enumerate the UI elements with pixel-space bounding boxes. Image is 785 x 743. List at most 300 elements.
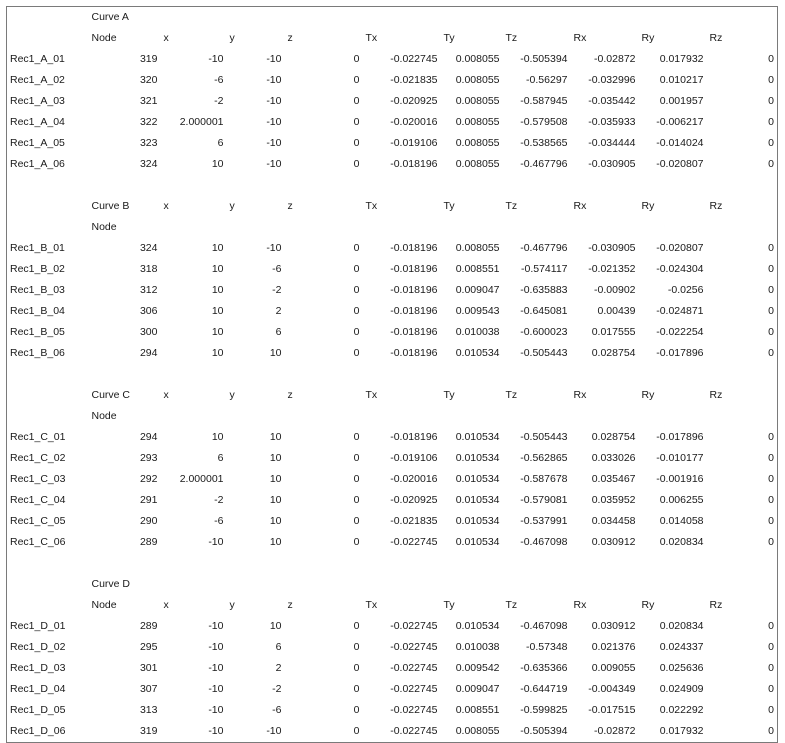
cell-y[interactable]: 10	[269, 452, 282, 464]
column-header-y[interactable]	[227, 217, 285, 238]
cell-tz[interactable]: -0.645081	[520, 305, 568, 317]
curve-title[interactable]: Curve D	[91, 578, 131, 590]
cell-ry[interactable]: 0.006255	[659, 494, 704, 506]
row-label[interactable]: Rec1_D_02	[10, 641, 66, 653]
cell-ry[interactable]: -0.024304	[656, 263, 704, 275]
column-header-ry[interactable]	[639, 7, 707, 29]
cell-y[interactable]: -2	[272, 284, 282, 296]
cell-ry[interactable]: 0.022292	[659, 704, 704, 716]
row-label[interactable]: Rec1_A_03	[10, 95, 65, 107]
cell-tx[interactable]: -0.018196	[390, 305, 438, 317]
column-header-tz[interactable]: Tz	[505, 599, 518, 611]
cell-ty[interactable]: 0.010534	[455, 431, 500, 443]
column-header-y[interactable]: y	[229, 599, 235, 611]
cell-rx[interactable]: 0.028754	[591, 431, 636, 443]
cell-tz[interactable]: -0.56297	[526, 74, 568, 86]
table-row[interactable]	[7, 490, 778, 511]
cell-rz[interactable]: 0	[768, 347, 774, 359]
cell-rx[interactable]: -0.02872	[594, 53, 636, 65]
cell-tz[interactable]: -0.505394	[520, 725, 568, 737]
cell-ty[interactable]: 0.008551	[455, 263, 500, 275]
cell-tz[interactable]: -0.505394	[520, 53, 568, 65]
cell-y[interactable]: -10	[266, 137, 282, 149]
row-label-cell[interactable]	[7, 406, 89, 427]
cell-rz[interactable]: 0	[768, 326, 774, 338]
cell-rz[interactable]: 0	[768, 683, 774, 695]
column-header-tx[interactable]: Tx	[365, 32, 378, 44]
column-header-node[interactable]: Node	[91, 410, 117, 422]
cell-x[interactable]: 10	[211, 263, 224, 275]
cell-ry[interactable]: 0.010217	[659, 74, 704, 86]
row-label-cell[interactable]	[7, 217, 89, 238]
cell-x[interactable]: 10	[211, 431, 224, 443]
row-label[interactable]: Rec1_C_05	[10, 515, 66, 527]
cell-tx[interactable]: -0.018196	[390, 263, 438, 275]
cell-tx[interactable]: -0.022745	[390, 641, 438, 653]
column-header-z[interactable]: z	[287, 389, 293, 401]
table-row[interactable]	[7, 679, 778, 700]
cell-node[interactable]: 318	[139, 263, 158, 275]
cell-x[interactable]: 2.000001	[179, 473, 224, 485]
spacer-cell[interactable]	[639, 553, 707, 574]
cell-z[interactable]: 0	[353, 326, 360, 338]
cell-node[interactable]: 294	[139, 431, 158, 443]
column-header-node[interactable]: Node	[91, 32, 117, 44]
row-label[interactable]: Rec1_C_03	[10, 473, 66, 485]
column-header-ty[interactable]: Ty	[443, 389, 455, 401]
curve-title[interactable]: Curve C	[91, 389, 131, 401]
cell-y[interactable]: -10	[266, 74, 282, 86]
row-label[interactable]: Rec1_C_04	[10, 494, 66, 506]
spacer-cell[interactable]	[571, 175, 639, 196]
column-header-tz[interactable]: Tz	[505, 32, 518, 44]
spacer-cell[interactable]	[285, 553, 363, 574]
cell-tz[interactable]: -0.635366	[520, 662, 568, 674]
cell-z[interactable]: 0	[353, 347, 360, 359]
column-header-x[interactable]	[161, 406, 227, 427]
cell-tz[interactable]: -0.505443	[520, 431, 568, 443]
cell-z[interactable]: 0	[353, 515, 360, 527]
column-header-z[interactable]	[285, 7, 363, 29]
cell-node[interactable]: 289	[139, 536, 158, 548]
row-label-cell[interactable]	[7, 574, 89, 595]
row-label[interactable]: Rec1_B_02	[10, 263, 65, 275]
spacer-cell[interactable]	[503, 364, 571, 385]
column-header-tx[interactable]	[363, 406, 441, 427]
cell-rx[interactable]: -0.032996	[588, 74, 636, 86]
column-header-ty[interactable]	[441, 217, 503, 238]
column-header-ty[interactable]: Ty	[443, 200, 455, 212]
column-header-z[interactable]	[285, 406, 363, 427]
spacer-cell[interactable]	[363, 175, 441, 196]
cell-tx[interactable]: -0.019106	[390, 452, 438, 464]
cell-rz[interactable]: 0	[768, 431, 774, 443]
cell-ty[interactable]: 0.009542	[455, 662, 500, 674]
cell-rz[interactable]: 0	[768, 53, 774, 65]
cell-z[interactable]: 0	[353, 116, 360, 128]
column-header-rx[interactable]	[571, 217, 639, 238]
row-label-cell[interactable]	[7, 196, 89, 217]
column-header-tx[interactable]: Tx	[365, 200, 378, 212]
column-header-z[interactable]	[285, 217, 363, 238]
spacer-cell[interactable]	[571, 364, 639, 385]
cell-node[interactable]: 322	[139, 116, 158, 128]
cell-tx[interactable]: -0.022745	[390, 620, 438, 632]
cell-x[interactable]: -10	[208, 620, 224, 632]
column-header-x[interactable]	[161, 7, 227, 29]
column-header-tz[interactable]	[503, 574, 571, 595]
cell-y[interactable]: 10	[269, 347, 282, 359]
cell-x[interactable]: -10	[208, 536, 224, 548]
column-header-y[interactable]: y	[229, 32, 235, 44]
table-row[interactable]	[7, 616, 778, 637]
row-label[interactable]: Rec1_B_01	[10, 242, 65, 254]
cell-rx[interactable]: 0.028754	[591, 347, 636, 359]
cell-rz[interactable]: 0	[768, 116, 774, 128]
cell-node[interactable]: 324	[139, 158, 158, 170]
cell-tz[interactable]: -0.574117	[520, 263, 568, 275]
cell-y[interactable]: 2	[275, 662, 282, 674]
column-header-tz[interactable]	[503, 7, 571, 29]
cell-ty[interactable]: 0.009543	[455, 305, 500, 317]
cell-x[interactable]: 2.000001	[179, 116, 224, 128]
cell-z[interactable]: 0	[353, 536, 360, 548]
row-label[interactable]: Rec1_B_05	[10, 326, 65, 338]
column-header-tx[interactable]	[363, 217, 441, 238]
spacer-cell[interactable]	[441, 175, 503, 196]
cell-rz[interactable]: 0	[768, 662, 774, 674]
cell-ty[interactable]: 0.010038	[455, 641, 500, 653]
cell-ty[interactable]: 0.010534	[455, 452, 500, 464]
cell-x[interactable]: 10	[211, 242, 224, 254]
row-label[interactable]: Rec1_D_06	[10, 725, 66, 737]
cell-z[interactable]: 0	[353, 158, 360, 170]
row-label[interactable]: Rec1_C_02	[10, 452, 66, 464]
cell-z[interactable]: 0	[353, 431, 360, 443]
spacer-cell[interactable]	[7, 364, 89, 385]
cell-node[interactable]: 301	[139, 662, 158, 674]
row-label-cell[interactable]	[7, 385, 89, 406]
column-header-rz[interactable]	[707, 7, 778, 29]
column-header-z[interactable]: z	[287, 200, 293, 212]
cell-rx[interactable]: -0.030905	[588, 242, 636, 254]
cell-tz[interactable]: -0.467796	[520, 158, 568, 170]
cell-ry[interactable]: 0.025636	[659, 662, 704, 674]
spacer-cell[interactable]	[161, 364, 227, 385]
cell-tz[interactable]: -0.644719	[520, 683, 568, 695]
cell-y[interactable]: 10	[269, 494, 282, 506]
cell-y[interactable]: 10	[269, 620, 282, 632]
column-header-rz[interactable]: Rz	[709, 32, 723, 44]
spacer-cell[interactable]	[707, 175, 778, 196]
table-row[interactable]	[7, 658, 778, 679]
cell-ry[interactable]: -0.024871	[656, 305, 704, 317]
row-label[interactable]: Rec1_D_01	[10, 620, 66, 632]
cell-ry[interactable]: 0.017932	[659, 53, 704, 65]
column-header-rx[interactable]: Rx	[573, 389, 587, 401]
column-header-node[interactable]: Node	[91, 221, 117, 233]
cell-x[interactable]: 6	[217, 452, 224, 464]
column-header-z[interactable]: z	[287, 32, 293, 44]
row-label[interactable]: Rec1_D_04	[10, 683, 66, 695]
cell-rz[interactable]: 0	[768, 452, 774, 464]
cell-ry[interactable]: -0.020807	[656, 242, 704, 254]
cell-tz[interactable]: -0.562865	[520, 452, 568, 464]
cell-tx[interactable]: -0.021835	[390, 515, 438, 527]
column-header-ty[interactable]	[441, 406, 503, 427]
spacer-cell[interactable]	[285, 175, 363, 196]
cell-rz[interactable]: 0	[768, 305, 774, 317]
column-header-rx[interactable]	[571, 574, 639, 595]
cell-rz[interactable]: 0	[768, 95, 774, 107]
cell-node[interactable]: 320	[139, 74, 158, 86]
cell-rz[interactable]: 0	[768, 263, 774, 275]
cell-ty[interactable]: 0.008055	[455, 137, 500, 149]
cell-ry[interactable]: 0.020834	[659, 536, 704, 548]
column-header-tx[interactable]	[363, 574, 441, 595]
cell-rx[interactable]: -0.030905	[588, 158, 636, 170]
cell-x[interactable]: -10	[208, 53, 224, 65]
table-row[interactable]	[7, 448, 778, 469]
table-row[interactable]	[7, 469, 778, 490]
cell-node[interactable]: 323	[139, 137, 158, 149]
cell-node[interactable]: 290	[139, 515, 158, 527]
cell-rz[interactable]: 0	[768, 536, 774, 548]
cell-rx[interactable]: 0.017555	[591, 326, 636, 338]
cell-tz[interactable]: -0.505443	[520, 347, 568, 359]
cell-rx[interactable]: 0.00439	[597, 305, 636, 317]
spacer-cell[interactable]	[707, 553, 778, 574]
cell-x[interactable]: 10	[211, 347, 224, 359]
cell-x[interactable]: -10	[208, 641, 224, 653]
cell-tz[interactable]: -0.467796	[520, 242, 568, 254]
row-label[interactable]: Rec1_D_03	[10, 662, 66, 674]
cell-rx[interactable]: 0.021376	[591, 641, 636, 653]
column-header-x[interactable]: x	[163, 389, 169, 401]
cell-rx[interactable]: -0.034444	[588, 137, 636, 149]
cell-y[interactable]: 6	[275, 326, 282, 338]
cell-y[interactable]: -10	[266, 53, 282, 65]
column-header-tz[interactable]	[503, 406, 571, 427]
cell-ry[interactable]: -0.0256	[667, 284, 704, 296]
cell-ty[interactable]: 0.010534	[455, 347, 500, 359]
cell-rz[interactable]: 0	[768, 74, 774, 86]
spacer-cell[interactable]	[363, 364, 441, 385]
cell-ry[interactable]: -0.017896	[656, 431, 704, 443]
row-label-cell[interactable]	[7, 7, 89, 29]
cell-tx[interactable]: -0.022745	[390, 683, 438, 695]
cell-z[interactable]: 0	[353, 137, 360, 149]
cell-ty[interactable]: 0.010534	[455, 536, 500, 548]
cell-y[interactable]: 6	[275, 641, 282, 653]
cell-x[interactable]: -6	[214, 515, 224, 527]
cell-tx[interactable]: -0.021835	[390, 74, 438, 86]
cell-tz[interactable]: -0.587678	[520, 473, 568, 485]
row-label[interactable]: Rec1_B_04	[10, 305, 65, 317]
cell-tz[interactable]: -0.579508	[520, 116, 568, 128]
cell-tz[interactable]: -0.635883	[520, 284, 568, 296]
spacer-cell[interactable]	[441, 553, 503, 574]
cell-z[interactable]: 0	[353, 704, 360, 716]
cell-x[interactable]: -10	[208, 662, 224, 674]
cell-y[interactable]: 10	[269, 536, 282, 548]
table-row[interactable]	[7, 112, 778, 133]
column-header-x[interactable]: x	[163, 200, 169, 212]
cell-rz[interactable]: 0	[768, 242, 774, 254]
cell-rz[interactable]: 0	[768, 620, 774, 632]
cell-rz[interactable]: 0	[768, 704, 774, 716]
spacer-cell[interactable]	[571, 553, 639, 574]
column-header-tz[interactable]	[503, 217, 571, 238]
column-header-ry[interactable]	[639, 406, 707, 427]
cell-y[interactable]: -10	[266, 116, 282, 128]
spacer-cell[interactable]	[161, 553, 227, 574]
cell-ty[interactable]: 0.008055	[455, 158, 500, 170]
cell-rz[interactable]: 0	[768, 641, 774, 653]
row-label-cell[interactable]	[7, 28, 89, 49]
cell-ry[interactable]: -0.022254	[656, 326, 704, 338]
row-label[interactable]: Rec1_A_06	[10, 158, 65, 170]
cell-z[interactable]: 0	[353, 53, 360, 65]
cell-rz[interactable]: 0	[768, 137, 774, 149]
column-header-x[interactable]	[161, 217, 227, 238]
column-header-ty[interactable]: Ty	[443, 32, 455, 44]
cell-ty[interactable]: 0.008055	[455, 53, 500, 65]
spacer-cell[interactable]	[161, 175, 227, 196]
column-header-rx[interactable]: Rx	[573, 32, 587, 44]
cell-tx[interactable]: -0.018196	[390, 242, 438, 254]
table-row[interactable]	[7, 154, 778, 175]
cell-y[interactable]: 10	[269, 431, 282, 443]
column-header-rz[interactable]: Rz	[709, 599, 723, 611]
cell-y[interactable]: 10	[269, 515, 282, 527]
cell-rx[interactable]: -0.035933	[588, 116, 636, 128]
table-row[interactable]	[7, 259, 778, 280]
cell-z[interactable]: 0	[353, 74, 360, 86]
cell-z[interactable]: 0	[353, 95, 360, 107]
spacer-cell[interactable]	[639, 364, 707, 385]
row-label[interactable]: Rec1_B_03	[10, 284, 65, 296]
cell-ry[interactable]: 0.017932	[659, 725, 704, 737]
cell-y[interactable]: -6	[272, 263, 282, 275]
column-header-rx[interactable]: Rx	[573, 599, 587, 611]
cell-tz[interactable]: -0.57348	[526, 641, 568, 653]
cell-node[interactable]: 295	[139, 641, 158, 653]
cell-z[interactable]: 0	[353, 284, 360, 296]
cell-x[interactable]: -10	[208, 704, 224, 716]
cell-tx[interactable]: -0.019106	[390, 137, 438, 149]
cell-node[interactable]: 300	[139, 326, 158, 338]
cell-tx[interactable]: -0.022745	[390, 536, 438, 548]
row-label[interactable]: Rec1_A_02	[10, 74, 65, 86]
cell-node[interactable]: 293	[139, 452, 158, 464]
column-header-ty[interactable]	[441, 7, 503, 29]
row-label-cell[interactable]	[7, 595, 89, 616]
cell-node[interactable]: 319	[139, 53, 158, 65]
cell-tx[interactable]: -0.018196	[390, 326, 438, 338]
table-row[interactable]	[7, 49, 778, 70]
column-header-tz[interactable]: Tz	[505, 389, 518, 401]
cell-rx[interactable]: 0.034458	[591, 515, 636, 527]
cell-z[interactable]: 0	[353, 662, 360, 674]
cell-ty[interactable]: 0.010038	[455, 326, 500, 338]
column-header-node[interactable]: Node	[91, 599, 117, 611]
cell-node[interactable]: 294	[139, 347, 158, 359]
spacer-cell[interactable]	[7, 175, 89, 196]
cell-node[interactable]: 289	[139, 620, 158, 632]
spacer-cell[interactable]	[227, 175, 285, 196]
table-row[interactable]	[7, 238, 778, 259]
table-row[interactable]	[7, 70, 778, 91]
cell-x[interactable]: -6	[214, 74, 224, 86]
column-header-y[interactable]	[227, 574, 285, 595]
table-row[interactable]	[7, 700, 778, 721]
cell-rx[interactable]: 0.030912	[591, 620, 636, 632]
column-header-ry[interactable]: Ry	[641, 599, 655, 611]
spacer-cell[interactable]	[89, 175, 161, 196]
cell-ty[interactable]: 0.010534	[455, 494, 500, 506]
cell-z[interactable]: 0	[353, 305, 360, 317]
cell-ty[interactable]: 0.008055	[455, 725, 500, 737]
cell-ry[interactable]: -0.017896	[656, 347, 704, 359]
cell-x[interactable]: 10	[211, 158, 224, 170]
cell-tx[interactable]: -0.018196	[390, 431, 438, 443]
cell-y[interactable]: -10	[266, 158, 282, 170]
column-header-z[interactable]	[285, 574, 363, 595]
spacer-cell[interactable]	[227, 364, 285, 385]
cell-ty[interactable]: 0.008055	[455, 242, 500, 254]
cell-rx[interactable]: 0.033026	[591, 452, 636, 464]
spacer-cell[interactable]	[441, 364, 503, 385]
column-header-rx[interactable]	[571, 406, 639, 427]
cell-tx[interactable]: -0.020925	[390, 494, 438, 506]
table-row[interactable]	[7, 301, 778, 322]
cell-z[interactable]: 0	[353, 452, 360, 464]
cell-tx[interactable]: -0.018196	[390, 158, 438, 170]
spacer-cell[interactable]	[89, 364, 161, 385]
column-header-x[interactable]	[161, 574, 227, 595]
cell-node[interactable]: 321	[139, 95, 158, 107]
spacer-cell[interactable]	[503, 553, 571, 574]
cell-rx[interactable]: -0.004349	[588, 683, 636, 695]
cell-z[interactable]: 0	[353, 725, 360, 737]
cell-tz[interactable]: -0.467098	[520, 536, 568, 548]
cell-y[interactable]: -6	[272, 704, 282, 716]
cell-rx[interactable]: 0.030912	[591, 536, 636, 548]
cell-rx[interactable]: 0.009055	[591, 662, 636, 674]
cell-node[interactable]: 307	[139, 683, 158, 695]
cell-ty[interactable]: 0.009047	[455, 683, 500, 695]
row-label[interactable]: Rec1_D_05	[10, 704, 66, 716]
column-header-x[interactable]: x	[163, 599, 169, 611]
column-header-rz[interactable]: Rz	[709, 389, 723, 401]
cell-ty[interactable]: 0.010534	[455, 473, 500, 485]
cell-ty[interactable]: 0.008055	[455, 95, 500, 107]
cell-node[interactable]: 313	[139, 704, 158, 716]
spacer-cell[interactable]	[639, 175, 707, 196]
cell-y[interactable]: 2	[275, 305, 282, 317]
row-label[interactable]: Rec1_A_05	[10, 137, 65, 149]
column-header-y[interactable]: y	[229, 200, 235, 212]
cell-tx[interactable]: -0.020016	[390, 116, 438, 128]
cell-rz[interactable]: 0	[768, 284, 774, 296]
column-header-rx[interactable]: Rx	[573, 200, 587, 212]
cell-rz[interactable]: 0	[768, 158, 774, 170]
cell-ry[interactable]: 0.024909	[659, 683, 704, 695]
cell-tz[interactable]: -0.587945	[520, 95, 568, 107]
spacer-cell[interactable]	[503, 175, 571, 196]
cell-node[interactable]: 306	[139, 305, 158, 317]
